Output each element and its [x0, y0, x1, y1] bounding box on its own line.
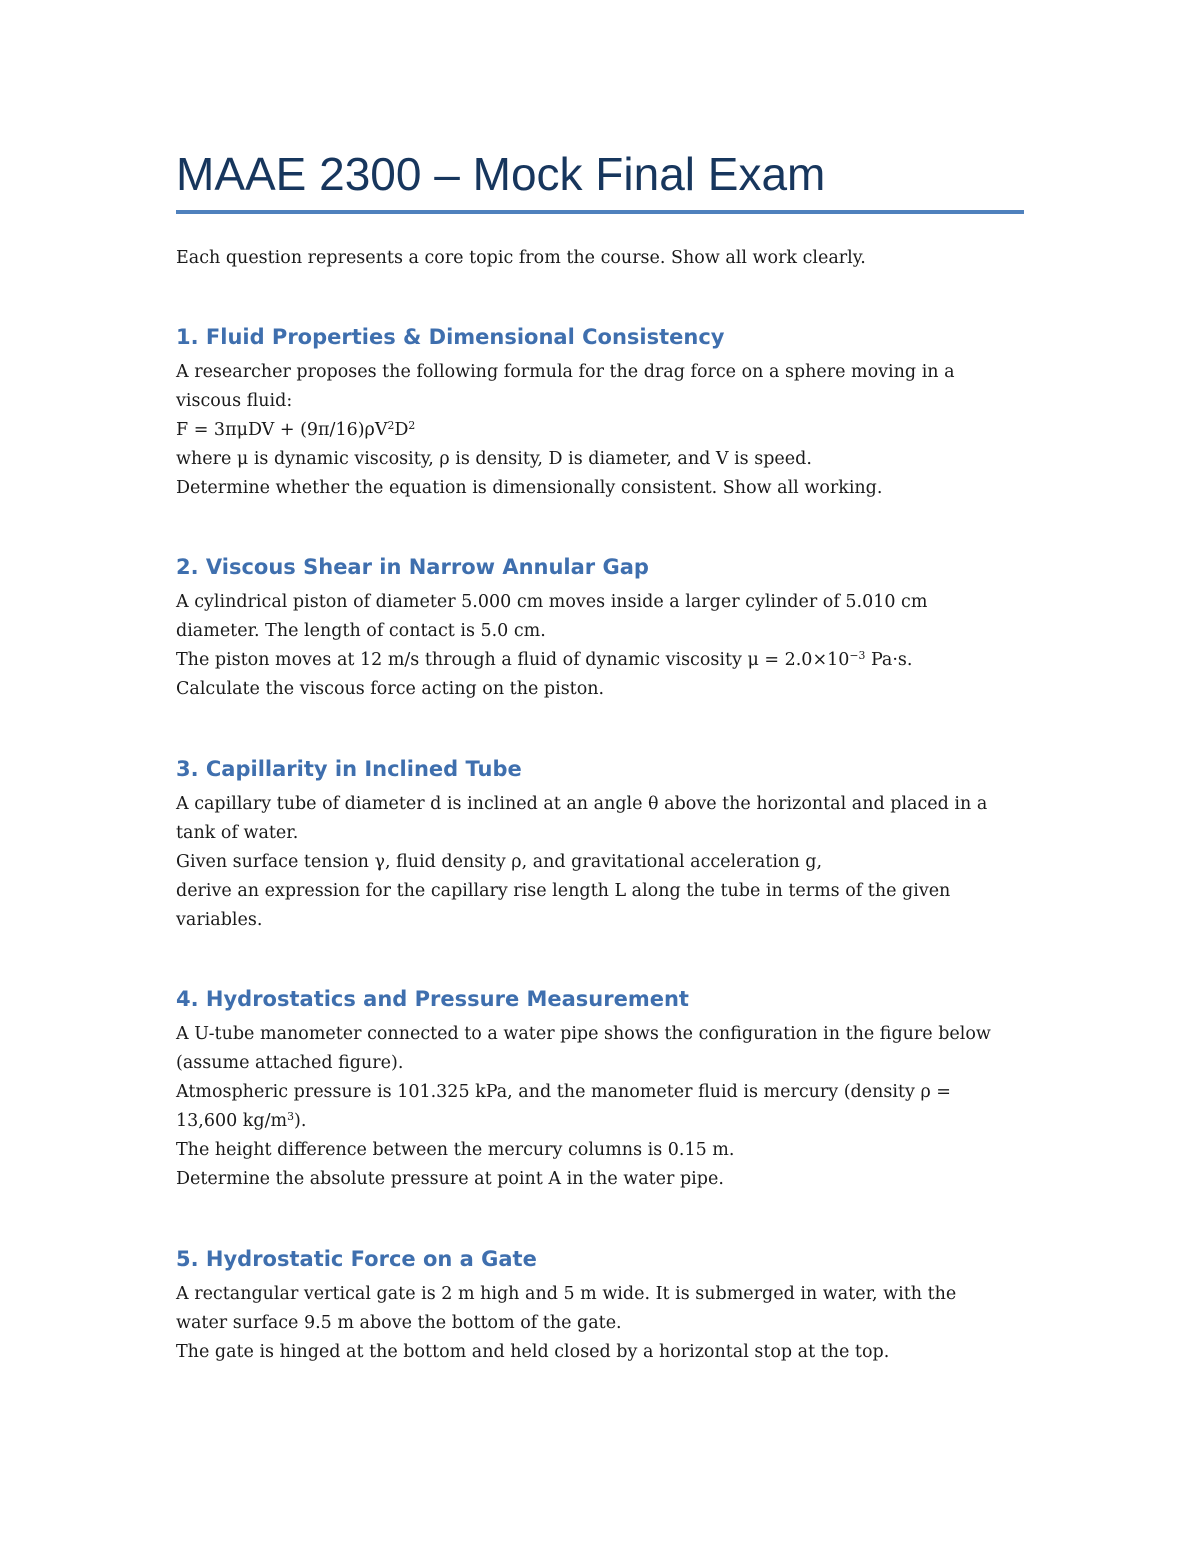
- question-1-line: viscous fluid:: [176, 391, 293, 411]
- viscosity-unit: Pa·s.: [865, 650, 913, 670]
- question-1-line: Determine whether the equation is dimensionally consistent. Show all working.: [176, 478, 883, 498]
- question-4-density-line: [176, 1107, 1026, 1136]
- question-1-equation: [176, 416, 1026, 445]
- title-underline: [176, 210, 1024, 214]
- question-4-heading: 4. Hydrostatics and Pressure Measurement: [176, 987, 689, 1011]
- equation-exponent: 2: [387, 419, 395, 433]
- question-3: [176, 754, 1026, 935]
- density-exponent: 3: [287, 1110, 294, 1124]
- question-1: [176, 322, 1026, 503]
- question-2-heading: 2. Viscous Shear in Narrow Annular Gap: [176, 555, 649, 579]
- question-3-line: Given surface tension γ, fluid density ρ, and gravitational acceleration g,: [176, 852, 823, 872]
- question-3-line: variables.: [176, 910, 263, 930]
- question-4-line: Determine the absolute pressure at point A in the water pipe.: [176, 1169, 724, 1189]
- question-5-line: A rectangular vertical gate is 2 m high and 5 m wide. It is submerged in water, with the: [176, 1284, 957, 1304]
- question-3-line: tank of water.: [176, 823, 299, 843]
- document-title: MAAE 2300 – Mock Final Exam: [176, 148, 826, 200]
- question-1-line: where μ is dynamic viscosity, ρ is density, D is diameter, and V is speed.: [176, 449, 812, 469]
- question-4-line: A U-tube manometer connected to a water pipe shows the configuration in the figure below: [176, 1024, 991, 1044]
- question-1-line: A researcher proposes the following formula for the drag force on a sphere moving in a: [176, 362, 955, 382]
- question-3-line: A capillary tube of diameter d is inclined at an angle θ above the horizontal and placed in a: [176, 794, 988, 814]
- density-suffix: ).: [294, 1111, 307, 1131]
- equation-exponent: 2: [408, 419, 416, 433]
- question-1-heading: 1. Fluid Properties & Dimensional Consistency: [176, 325, 725, 349]
- viscosity-exponent: −3: [849, 649, 866, 663]
- question-4-line: (assume attached figure).: [176, 1053, 404, 1073]
- equation-text: F = 3πμDV + (9π/16)ρV: [176, 420, 388, 440]
- equation-text: D: [394, 420, 409, 440]
- density-text: 13,600 kg/m: [176, 1111, 288, 1131]
- viscosity-text: The piston moves at 12 m/s through a fluid of dynamic viscosity μ = 2.0×10: [176, 650, 850, 670]
- question-5-line: water surface 9.5 m above the bottom of the gate.: [176, 1313, 622, 1333]
- question-3-line: derive an expression for the capillary rise length L along the tube in terms of the given: [176, 881, 951, 901]
- question-2: [176, 552, 1026, 704]
- question-2-line: diameter. The length of contact is 5.0 cm.: [176, 621, 546, 641]
- question-5-line: The gate is hinged at the bottom and held closed by a horizontal stop at the top.: [176, 1342, 890, 1362]
- question-4-line: The height difference between the mercury columns is 0.15 m.: [176, 1140, 735, 1160]
- question-2-viscosity-line: [176, 646, 1026, 675]
- question-5: [176, 1244, 1026, 1367]
- question-2-line: A cylindrical piston of diameter 5.000 cm moves inside a larger cylinder of 5.010 cm: [176, 592, 928, 612]
- question-4: [176, 984, 1026, 1194]
- question-5-heading: 5. Hydrostatic Force on a Gate: [176, 1247, 537, 1271]
- question-3-heading: 3. Capillarity in Inclined Tube: [176, 757, 522, 781]
- intro-text: Each question represents a core topic from the course. Show all work clearly.: [176, 248, 866, 268]
- question-2-line: Calculate the viscous force acting on the piston.: [176, 679, 605, 699]
- question-4-line: Atmospheric pressure is 101.325 kPa, and the manometer fluid is mercury (density ρ =: [176, 1082, 951, 1102]
